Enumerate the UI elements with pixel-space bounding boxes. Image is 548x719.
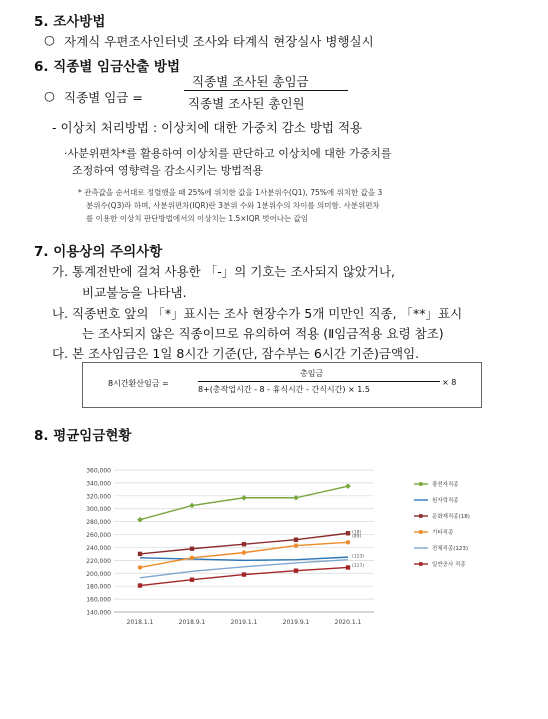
y-tick-label: 260,000	[86, 532, 111, 540]
data-point	[294, 538, 298, 542]
series-line	[140, 557, 348, 560]
outlier-note-line-2: 조정하여 영향력을 감소시키는 방법적용	[72, 164, 264, 177]
section-5-text: 자계식 우편조사인터넷 조사와 타계식 현장실사 병행실시	[64, 34, 374, 49]
outlier-note-line-1: ·사분위편차*를 활용하여 이상치를 판단하고 이상치에 대한 가중치를	[64, 147, 392, 160]
data-point	[190, 556, 194, 560]
data-point	[346, 565, 350, 569]
data-point	[242, 572, 246, 576]
data-point	[345, 483, 351, 489]
legend-label: 문화재직종(18)	[432, 514, 470, 520]
y-tick-label: 280,000	[86, 519, 111, 527]
note-da-line: 다. 본 조사임금은 1일 8시간 기준(단, 잠수부는 6시간 기준)금액임.	[52, 346, 420, 361]
y-tick-label: 240,000	[86, 544, 111, 552]
section-6-title: 6. 직종별 임금산출 방법	[34, 59, 180, 75]
section-6-bullet: ○	[44, 88, 55, 103]
hour-formula-fraction-line	[198, 381, 440, 382]
wage-formula-lhs: 직종별 임금 =	[64, 90, 143, 105]
x-tick-label: 2018.1.1	[126, 619, 154, 626]
legend-label: 기타직종	[432, 530, 454, 536]
wage-formula-numerator: 직종별 조사된 총임금	[192, 74, 309, 89]
data-point	[138, 583, 142, 587]
y-tick-label: 200,000	[86, 570, 111, 578]
section-5-bullet: ○	[44, 32, 55, 47]
y-tick-label: 180,000	[86, 583, 111, 591]
legend-label: 광전자직종	[432, 482, 459, 488]
x-tick-label: 2020.1.1	[334, 619, 362, 626]
legend-label: 전체직종(123)	[432, 546, 469, 552]
data-point	[189, 503, 195, 509]
series-annotation: (89)	[352, 534, 362, 540]
y-tick-label: 220,000	[86, 557, 111, 565]
data-point	[190, 578, 194, 582]
data-point	[294, 543, 298, 547]
hour-formula-denominator: 8+(총작업시간 - 8 - 휴식시간 - 간식시간) × 1.5	[198, 385, 371, 394]
x-tick-label: 2019.9.1	[282, 619, 310, 626]
y-tick-label: 340,000	[86, 480, 111, 488]
data-point	[346, 540, 350, 544]
legend-marker	[419, 530, 423, 534]
note-ga-line-1: 가. 통계전반에 걸쳐 사용한 「-」의 기호는 조사되지 않았거나,	[52, 264, 395, 279]
data-point	[138, 552, 142, 556]
note-na-line-1: 나. 직종번호 앞의 「*」표시는 조사 현장수가 5개 미만인 직종, 「**」표시	[52, 306, 463, 321]
y-tick-label: 300,000	[86, 506, 111, 514]
y-tick-label: 320,000	[86, 493, 111, 501]
series-line	[140, 486, 348, 520]
iqr-footnote-line-3: 를 이용한 이상치 판단방법에서의 이상치는 1.5×IQR 벗어나는 값임	[86, 214, 309, 223]
note-ga-line-2: 비교불능을 나타냄.	[82, 285, 187, 300]
legend-marker	[419, 514, 423, 518]
legend-label: 일반공사 직종	[432, 562, 466, 568]
x-tick-label: 2018.9.1	[178, 619, 206, 626]
data-point	[346, 531, 350, 535]
legend-marker	[419, 482, 423, 486]
hour-formula-numerator: 총임금	[300, 369, 324, 378]
wage-formula-fraction-line	[184, 90, 348, 91]
series-annotation: (123)	[352, 554, 365, 560]
data-point	[242, 542, 246, 546]
section-8-title: 8. 평균임금현황	[34, 428, 132, 444]
series-annotation: (117)	[352, 564, 365, 570]
series-annotation: (18)	[352, 530, 362, 536]
hour-formula-lhs: 8시간환산임금 =	[108, 379, 169, 388]
note-na-line-2: 는 조사되지 않은 직종이므로 유의하여 적용 (Ⅱ임금적용 요령 참조)	[82, 326, 444, 341]
y-tick-label: 160,000	[86, 596, 111, 604]
x-tick-label: 2019.1.1	[230, 619, 258, 626]
data-point	[138, 565, 142, 569]
data-point	[242, 550, 246, 554]
y-tick-label: 140,000	[86, 609, 111, 617]
iqr-footnote-line-2: 분위수(Q3)라 하며, 사분위편차(IQR)란 3분위 수와 1분위수의 차이를 의미함. 사분위편차	[86, 201, 380, 210]
outlier-method-title: - 이상치 처리방법 : 이상치에 대한 가중치 감소 방법 적용	[52, 120, 363, 135]
wage-formula-denominator: 직종별 조사된 총인원	[188, 96, 305, 111]
iqr-footnote-line-1: * 관측값을 순서대로 정렬했을 때 25%에 위치한 값을 1사분위수(Q1), 75%에 위치한 값을 3	[78, 188, 383, 197]
legend-label: 원자력직종	[432, 498, 459, 504]
legend-marker	[419, 562, 423, 566]
y-tick-label: 360,000	[86, 467, 111, 475]
hour-formula-multiplier: × 8	[442, 378, 457, 387]
section-7-title: 7. 이용상의 주의사항	[34, 244, 163, 260]
average-wage-line-chart	[66, 462, 486, 638]
data-point	[294, 568, 298, 572]
data-point	[190, 547, 194, 551]
section-5-title: 5. 조사방법	[34, 14, 106, 30]
